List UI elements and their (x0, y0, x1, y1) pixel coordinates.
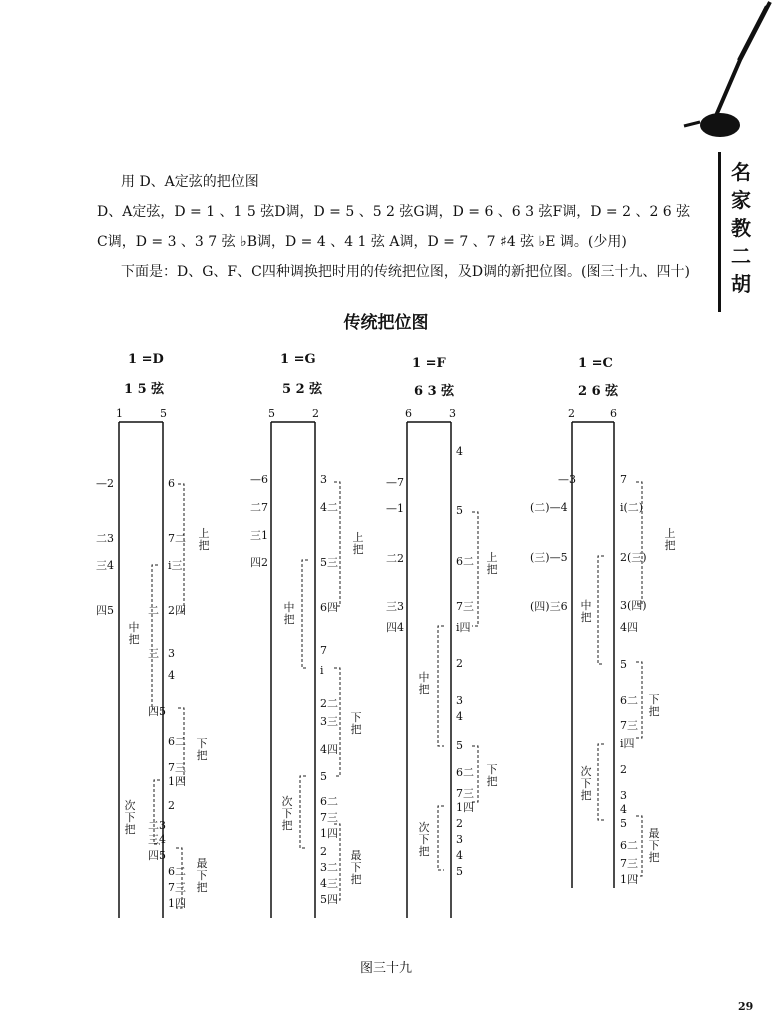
position-label: 下把 (196, 737, 208, 762)
right-note: 6四 (320, 601, 338, 614)
left-note: —3 (558, 473, 576, 486)
right-note: 1四 (320, 827, 338, 840)
right-note: 2(三) (620, 551, 647, 564)
chart-key: 1 =G (280, 352, 316, 367)
right-note: 三4 (148, 833, 166, 846)
right-note: 1四 (168, 775, 186, 788)
intro-line-4: 下面是：D、G、F、C四种调换把时用的传统把位图，及D调的新把位图。(图三十九、四十) (121, 264, 690, 280)
right-note: 2二 (320, 697, 338, 710)
position-label: 上把 (664, 527, 676, 552)
chart-strings: 6 3 弦 (414, 384, 455, 399)
right-note: 4二 (320, 501, 338, 514)
right-note: 5 (620, 658, 627, 671)
intro-line-1: 用 D、A定弦的把位图 (121, 174, 259, 190)
right-note: 4 (456, 849, 463, 862)
position-label: 中把 (418, 671, 430, 696)
right-note: i (320, 664, 324, 677)
position-label: 下把 (486, 763, 498, 788)
left-note: 三4 (96, 559, 114, 572)
right-note: 2 (168, 799, 175, 812)
finger-mark: 三 (148, 647, 159, 660)
right-note: 7三 (456, 787, 474, 800)
figure-title: 传统把位图 (343, 313, 429, 333)
right-open-note: 3 (449, 407, 456, 420)
right-note: 1四 (456, 801, 474, 814)
chart-key: 1 =C (578, 356, 613, 371)
left-note: 二7 (250, 501, 268, 514)
right-note: 7三 (620, 719, 638, 732)
left-note: —6 (250, 473, 268, 486)
figure-caption: 图三十九 (359, 961, 412, 976)
right-note: 4 (168, 669, 175, 682)
right-note: 7三 (168, 761, 186, 774)
right-note: 6二 (456, 766, 474, 779)
right-note: 7三 (620, 857, 638, 870)
page-number: 29 (738, 1000, 754, 1013)
right-note: 6 (168, 477, 175, 490)
right-note: 3 (456, 694, 463, 707)
left-open-note: 1 (116, 407, 123, 420)
left-note: 三3 (386, 600, 404, 613)
left-open-note: 5 (268, 407, 275, 420)
left-note: 四2 (250, 556, 268, 569)
left-note: 三1 (250, 529, 268, 542)
right-note: 3二 (320, 861, 338, 874)
position-label: 上把 (486, 551, 498, 576)
right-open-note: 6 (610, 407, 617, 420)
right-note: 1四 (620, 873, 638, 886)
position-label: 次下把 (124, 799, 136, 836)
right-note: 5三 (320, 556, 338, 569)
right-note: i四 (456, 621, 471, 634)
right-note: 3 (456, 833, 463, 846)
right-note: 7 (620, 473, 627, 486)
right-note: 3三 (320, 715, 338, 728)
right-open-note: 2 (312, 407, 319, 420)
right-note: 4四 (620, 621, 638, 634)
position-label: 下把 (648, 693, 660, 718)
left-note: 二2 (386, 552, 404, 565)
right-note: 4四 (320, 743, 338, 756)
right-note: 2 (620, 763, 627, 776)
right-note: 7三 (168, 881, 186, 894)
left-open-note: 2 (568, 407, 575, 420)
right-note: i三 (168, 559, 183, 572)
left-open-note: 6 (405, 407, 412, 420)
right-note: 3 (620, 789, 627, 802)
right-note: 6二 (620, 694, 638, 707)
position-label: 上把 (198, 527, 210, 552)
right-note: 6二 (320, 795, 338, 808)
right-note: i(二) (620, 501, 644, 514)
position-label: 最下把 (196, 857, 208, 894)
chart-strings: 1 5 弦 (124, 382, 165, 397)
position-label: 中把 (128, 621, 140, 646)
right-note: 6二 (620, 839, 638, 852)
right-note: i四 (620, 737, 635, 750)
right-note: 4 (456, 445, 463, 458)
left-note: 四4 (386, 621, 404, 634)
left-note: 二3 (96, 532, 114, 545)
right-note: 6二 (456, 555, 474, 568)
position-label: 最下把 (350, 849, 362, 886)
right-note: 5 (320, 770, 327, 783)
right-note: 3 (320, 473, 327, 486)
right-note: 2 (320, 845, 327, 858)
right-note: 2 (456, 817, 463, 830)
right-note: 5 (456, 504, 463, 517)
position-label: 上把 (352, 531, 364, 556)
right-note: 5 (456, 739, 463, 752)
right-note: 5 (456, 865, 463, 878)
right-note: 四5 (148, 849, 166, 862)
right-note: 5 (620, 817, 627, 830)
right-note: 6二 (168, 735, 186, 748)
right-open-note: 5 (160, 407, 167, 420)
position-label: 中把 (580, 599, 592, 624)
position-label: 次下把 (281, 795, 293, 832)
right-note: 二3 (148, 819, 166, 832)
left-note: (二)—4 (530, 501, 568, 514)
chart-key: 1 =F (412, 356, 446, 371)
right-note: 4 (456, 710, 463, 723)
right-note: 7三 (320, 811, 338, 824)
right-note: 5四 (320, 893, 338, 906)
right-note: 7三 (456, 600, 474, 613)
left-note: (三)—5 (530, 551, 568, 564)
intro-line-3: C调，D = 3 、3 7 弦 ♭B调，D = 4 、4 1 弦 A调，D = 7 、7 ♯4 弦 ♭E 调。(少用) (97, 234, 627, 250)
right-note: 1四 (168, 897, 186, 910)
right-note: 6二 (168, 865, 186, 878)
side-title: 名家教二胡 (731, 160, 751, 296)
finger-mark: 二 (148, 604, 159, 617)
position-label: 下把 (350, 711, 362, 736)
chart-strings: 2 6 弦 (578, 384, 619, 399)
right-note: 四5 (148, 705, 166, 718)
position-label: 次下把 (580, 765, 592, 802)
right-note: 3(四) (620, 599, 647, 612)
left-note: —7 (386, 476, 404, 489)
intro-line-2: D、A定弦，D = 1 、1 5 弦D调，D = 5 、5 2 弦G调，D = 6 、6 3 弦F调，D = 2 、2 6 弦 (97, 204, 691, 220)
right-note: 7 (320, 644, 327, 657)
left-note: (四)三6 (530, 600, 568, 613)
left-note: —2 (96, 477, 114, 490)
right-note: 4三 (320, 877, 338, 890)
right-note: 3 (168, 647, 175, 660)
chart-key: 1 =D (128, 352, 164, 367)
position-label: 次下把 (418, 821, 430, 858)
position-label: 中把 (283, 601, 295, 626)
right-note: 2四 (168, 604, 186, 617)
position-label: 最下把 (648, 827, 660, 864)
chart-strings: 5 2 弦 (282, 382, 323, 397)
left-note: 四5 (96, 604, 114, 617)
left-note: —1 (386, 502, 404, 515)
right-note: 7二 (168, 532, 186, 545)
right-note: 4 (620, 803, 627, 816)
right-note: 2 (456, 657, 463, 670)
